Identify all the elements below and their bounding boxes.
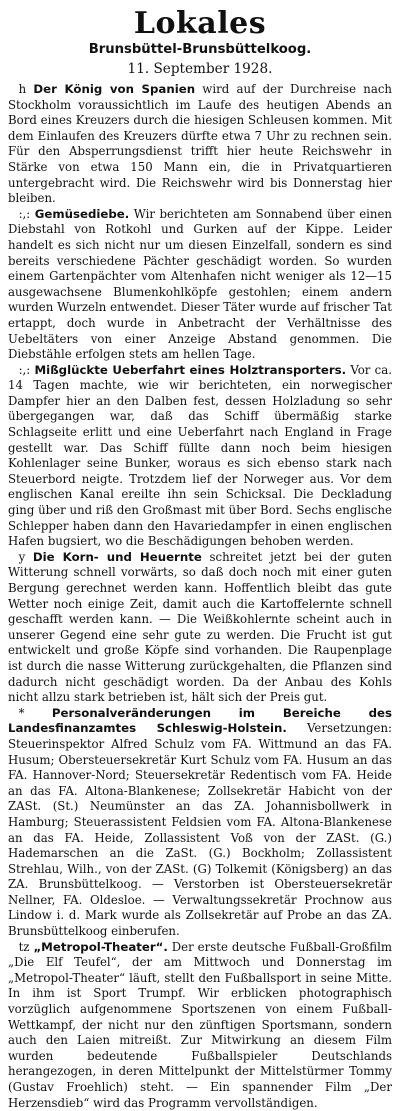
article-headline: Mißglückte Ueberfahrt eines Holztransporters. xyxy=(34,362,347,377)
article-body: Wir berichteten am Sonnabend über einen Diebstahl von Rotkohl und Gurken auf der Kippe. Leider handelt es sich nicht nur um diesen Einzelfall, sondern es sind bereits verschiedene Pächter geschädigt worden. So wurden einem Gartenpächter vom Altenhafen nicht weniger als 12—15 ausgewachsene Blumenkohlköpfe gestohlen; einem andern wurden Wurzeln entwendet. Dieser Täter wurde auf frischer Tat ertappt, doch wurde in Anbetracht der Verhältnisse des Uebeltäters von einer Anzeige Abstand genommen. Die Diebstähle erfolgen stets am hellen Tage. xyxy=(8,206,392,362)
article-body: Versetzungen: Steuerinspektor Alfred Schulz vom FA. Wittmund an das FA. Husum; Obersteuersekretär Kurt Schulz vom FA. Husum an das FA. Hannover-Nord; Steuersekretär Redentisch vom FA. Heide an das FA. Altona-Blankenese; Zollsekretär Habicht von der ZASt. (St.) Neumünster an das ZA. Johannisbollwerk in Hamburg; Steuerassistent Feldsien vom FA. Altona-Blankenese an das FA. Heide, Zollassistent Voß von der ZASt. (G.) Hademarschen an die ZaSt. (G.) Bockholm; Zollassistent Strehlau, Wilh., von der ZASt. (G) Tolkemit (Königsberg) an das ZA. Brunsbüttelkoog. — Verstorben ist Obersteuersekretär Nellner, FA. Oldesloe. — Verwaltungssekretär Prochnow aus Lindow i. d. Mark wurde als Zollsekretär auf Probe an das ZA. Brunsbüttelkoog einberufen. xyxy=(8,721,392,939)
section-masthead: Lokales xyxy=(133,6,267,41)
town-heading: Brunsbüttel-Brunsbüttelkoog. xyxy=(88,42,312,57)
article-marker: h xyxy=(18,82,27,96)
article-body: Der erste deutsche Fußball-Großfilm „Die Elf Teufel“, der am Mittwoch und Donnerstag im „Metropol-Theater“ läuft, stellt den Fußballsport in seine Mitte. In ihm ist Sport Trumpf. Wir erblicken photographisch vorzüglich aufgenommene Sportszenen von einem Fußball-Wettkampf, der nicht nur den zünftigen Sportsmann, sondern auch den Laien mitreißt. Zur Mitwirkung an diesem Film wurden bedeutende Fußballspieler Deutschlands herangezogen, in deren Mittelpunkt der Mittelstürmer Tommy (Gustav Froehlich) steht. — Ein spannender Film „Der Herzensdieb“ wird das Programm vervollständigen. xyxy=(8,939,392,1110)
article-headline: Gemüsediebe. xyxy=(34,206,130,221)
article-headline: Der König von Spanien xyxy=(33,82,196,96)
article-headline: „Metropol-Theater“. xyxy=(33,939,168,954)
article-timber-transport xyxy=(8,363,392,550)
article-body: schreitet jetzt bei der guten Witterung schnell vorwärts, so daß doch noch mit einer guten Bergung gerechnet werden kann. Hoffentlich bleibt das gute Wetter noch einige Zeit, damit auch die Kartoffelernte schnell geschafft werden kann. — Die Weißkohlernte scheint auch in unserer Gegend eine sehr gute zu werden. Die Frucht ist gut entwickelt und große Köpfe sind vorhanden. Die Raupenplage ist durch die nasse Witterung zurückgehalten, die Pflanzen sind dadurch nicht geschädigt worden. Da der Anbau des Kohls nicht allzu stark betrieben ist, hält sich der Preis gut. xyxy=(8,549,392,705)
article-personnel-changes xyxy=(8,706,392,940)
article-headline: Personalveränderungen im Bereiche des Landesfinanzamtes Schleswig-Holstein. xyxy=(8,705,392,736)
article-headline: Die Korn- und Heuernte xyxy=(32,549,202,564)
article-metropol-theater xyxy=(8,940,392,1111)
article-body: wird auf der Durchreise nach Stockholm voraussichtlich im Laufe des heutigen Abends an Bord eines Kreuzers durch die hiesigen Schleusen kommen. Mit dem Einlaufen des Kreuzers dürfte etwa 7 Uhr zu rechnen sein. Für den Absperrungsdienst trifft hier heute Reichswehr in Stärke von etwa 150 Mann ein, die in Privatquartieren untergebracht wird. Die Reichswehr wird bis Donnerstag hier bleiben. xyxy=(8,82,392,206)
article-harvest xyxy=(8,550,392,706)
dateline: 11. September 1928. xyxy=(127,61,273,77)
article-body: Vor ca. 14 Tagen machte, wie wir berichteten, ein norwegischer Dampfer hier an den Dalben fest, dessen Holzladung so sehr übergegangen war, daß das Schiff übermäßig starke Schlagseite erlitt und eine Ueberfahrt nach England in Frage gestellt war. Das Schiff füllte dann noch beim hiesigen Kohlenlager seine Bunker, woraus es sich ebenso stark nach Steuerbord neigte. Trotzdem lief der Norweger aus. Vor dem englischen Kanal ereilte ihn sein Schicksal. Die Deckladung ging über und riß den Großmast mit über Bord. Sechs englische Schlepper haben dann den Havariedampfer in einen englischen Hafen bugsiert, wo die Beschädigungen behoben werden. xyxy=(8,362,393,549)
article-marker: * xyxy=(18,705,25,720)
article-marker: tz xyxy=(18,939,30,954)
article-marker: :,: xyxy=(18,206,31,221)
article-marker: :,: xyxy=(18,362,31,377)
article-king-of-spain xyxy=(8,82,392,207)
article-vegetable-thieves xyxy=(8,207,392,363)
article-marker: y xyxy=(18,549,26,564)
